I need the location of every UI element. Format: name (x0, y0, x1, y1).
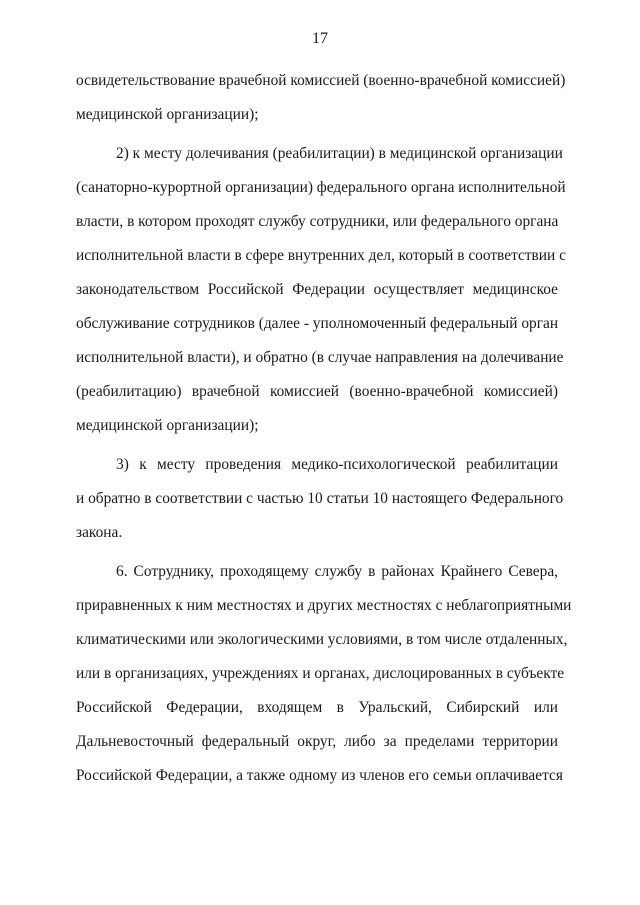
text-line: закона. (76, 524, 123, 541)
text-line: исполнительной власти), и обратно (в случае направления на долечивание (76, 349, 564, 366)
text-line: (реабилитацию) врачебной комиссией (военно-врачебной комиссией) (76, 383, 558, 400)
text-line: или в организациях, учреждениях и органах, дислоцированных в субъекте (76, 665, 565, 682)
text-line: климатическими или экологическими условиями, в том числе отдаленных, (76, 631, 568, 648)
page-number: 17 (312, 30, 328, 47)
text-line: и обратно в соответствии с частью 10 статьи 10 настоящего Федерального (76, 490, 564, 507)
text-line: медицинской организации); (76, 106, 259, 123)
text-line: Российской Федерации, а также одному из членов его семьи оплачивается (76, 767, 563, 784)
text-line: (санаторно-курортной организации) федерального органа исполнительной (76, 179, 566, 196)
text-line: 3) к месту проведения медико-психологической реабилитации (116, 456, 558, 473)
paragraph-item-2 (76, 137, 566, 443)
text-line: Российской Федерации, входящем в Уральский, Сибирский или (76, 699, 558, 716)
paragraph-continuation (76, 64, 566, 132)
paragraph-item-3 (76, 448, 564, 550)
text-line: освидетельствование врачебной комиссией (военно-врачебной комиссией) (76, 72, 566, 89)
text-line: Дальневосточный федеральный округ, либо за пределами территории (76, 733, 558, 750)
text-line: власти, в котором проходят службу сотрудники, или федерального органа (76, 213, 559, 230)
text-line: 6. Сотруднику, проходящему службу в районах Крайнего Севера, (116, 563, 558, 580)
text-line: законодательством Российской Федерации осуществляет медицинское (76, 281, 558, 298)
document-body (76, 64, 572, 793)
paragraph-section-6 (76, 555, 572, 793)
text-line: медицинской организации); (76, 417, 259, 434)
text-line: 2) к месту долечивания (реабилитации) в медицинской организации (116, 145, 563, 162)
text-line: исполнительной власти в сфере внутренних дел, который в соответствии с (76, 247, 566, 264)
text-line: обслуживание сотрудников (далее - уполномоченный федеральный орган (76, 315, 559, 332)
text-line: приравненных к ним местностях и других местностях с неблагоприятными (76, 597, 572, 614)
